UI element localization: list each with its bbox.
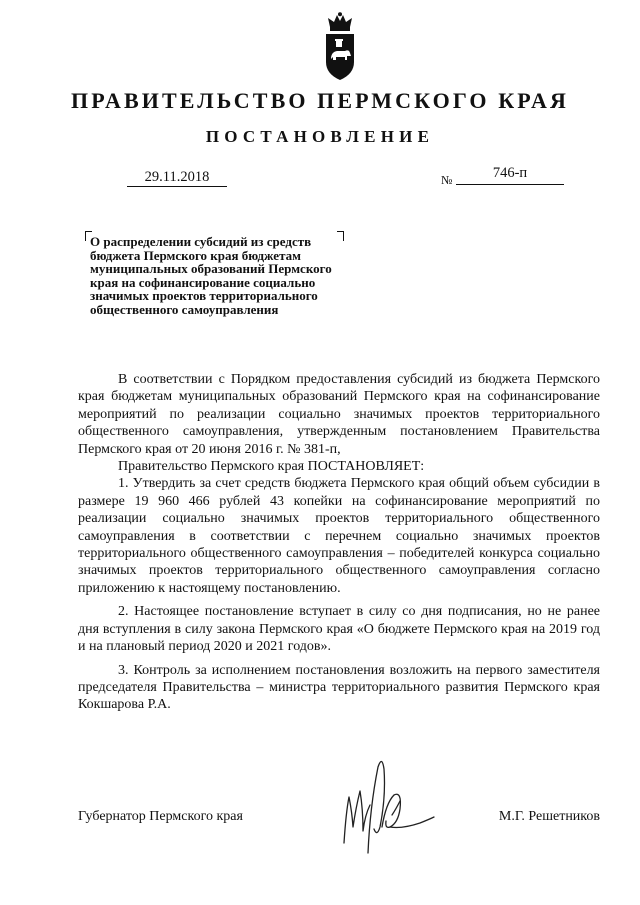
document-subject xyxy=(90,235,390,316)
number-sign: № xyxy=(441,173,453,187)
body-paragraph: 3. Контроль за исполнением постановления возложить на первого заместителя председателя Правительства – министра территориального развития Пермского края Кокшарова Р.А. xyxy=(78,662,600,713)
body-paragraph: Правительство Пермского края ПОСТАНОВЛЯЕТ: xyxy=(118,459,425,475)
document-body xyxy=(78,371,600,714)
subject-line: общественного самоуправления xyxy=(90,301,279,317)
signer-position: Губернатор Пермского края xyxy=(78,809,243,824)
handwritten-signature xyxy=(330,757,440,857)
document-number: 746-п xyxy=(492,165,528,181)
date-field xyxy=(127,170,227,187)
document-date: 29.11.2018 xyxy=(144,169,210,185)
subject-line: О распределении субсидий из средств xyxy=(90,234,312,249)
subject-line: муниципальных образований Пермского xyxy=(90,261,332,276)
body-paragraph: 2. Настоящее постановление вступает в силу со дня подписания, но не ранее дня вступления в силу закона Пермского края «О бюджете Пермского края на 2019 год и на плановый период 2020 и 2021 годов». xyxy=(78,604,600,655)
subject-line: края на софинансирование социально xyxy=(90,274,316,290)
subject-line: бюджета Пермского края бюджетам xyxy=(90,247,301,263)
document-type: ПОСТАНОВЛЕНИЕ xyxy=(205,127,435,146)
body-paragraph: В соответствии с Порядком предоставления субсидий из бюджета Пермского края бюджетам муниципальных образований Пермского края на софинансирование мероприятий по реализации социально значимых проектов территориального общественного самоуправления, утвержденным постановлением Правительства Пермского края от 20 июня 2016 г. № 381-п, xyxy=(78,372,600,457)
government-title: ПРАВИТЕЛЬСТВО ПЕРМСКОГО КРАЯ xyxy=(71,88,569,113)
body-paragraph: 1. Утвердить за счет средств бюджета Пермского края общий объем субсидии в размере 19 960 466 рублей 43 копейки на софинансирование мероприятий по реализации социально значимых проектов территориального общественного самоуправления в соответствии с перечнем социально значимых проектов территориального общественного самоуправления – победителей конкурса социально значимых проектов территориального общественного самоуправления согласно приложению к настоящему постановлению. xyxy=(78,476,600,596)
coat-of-arms-icon xyxy=(321,12,359,82)
signer-name: М.Г. Решетников xyxy=(498,809,600,824)
subject-line: значимых проектов территориального xyxy=(90,288,318,303)
number-field xyxy=(456,165,564,185)
